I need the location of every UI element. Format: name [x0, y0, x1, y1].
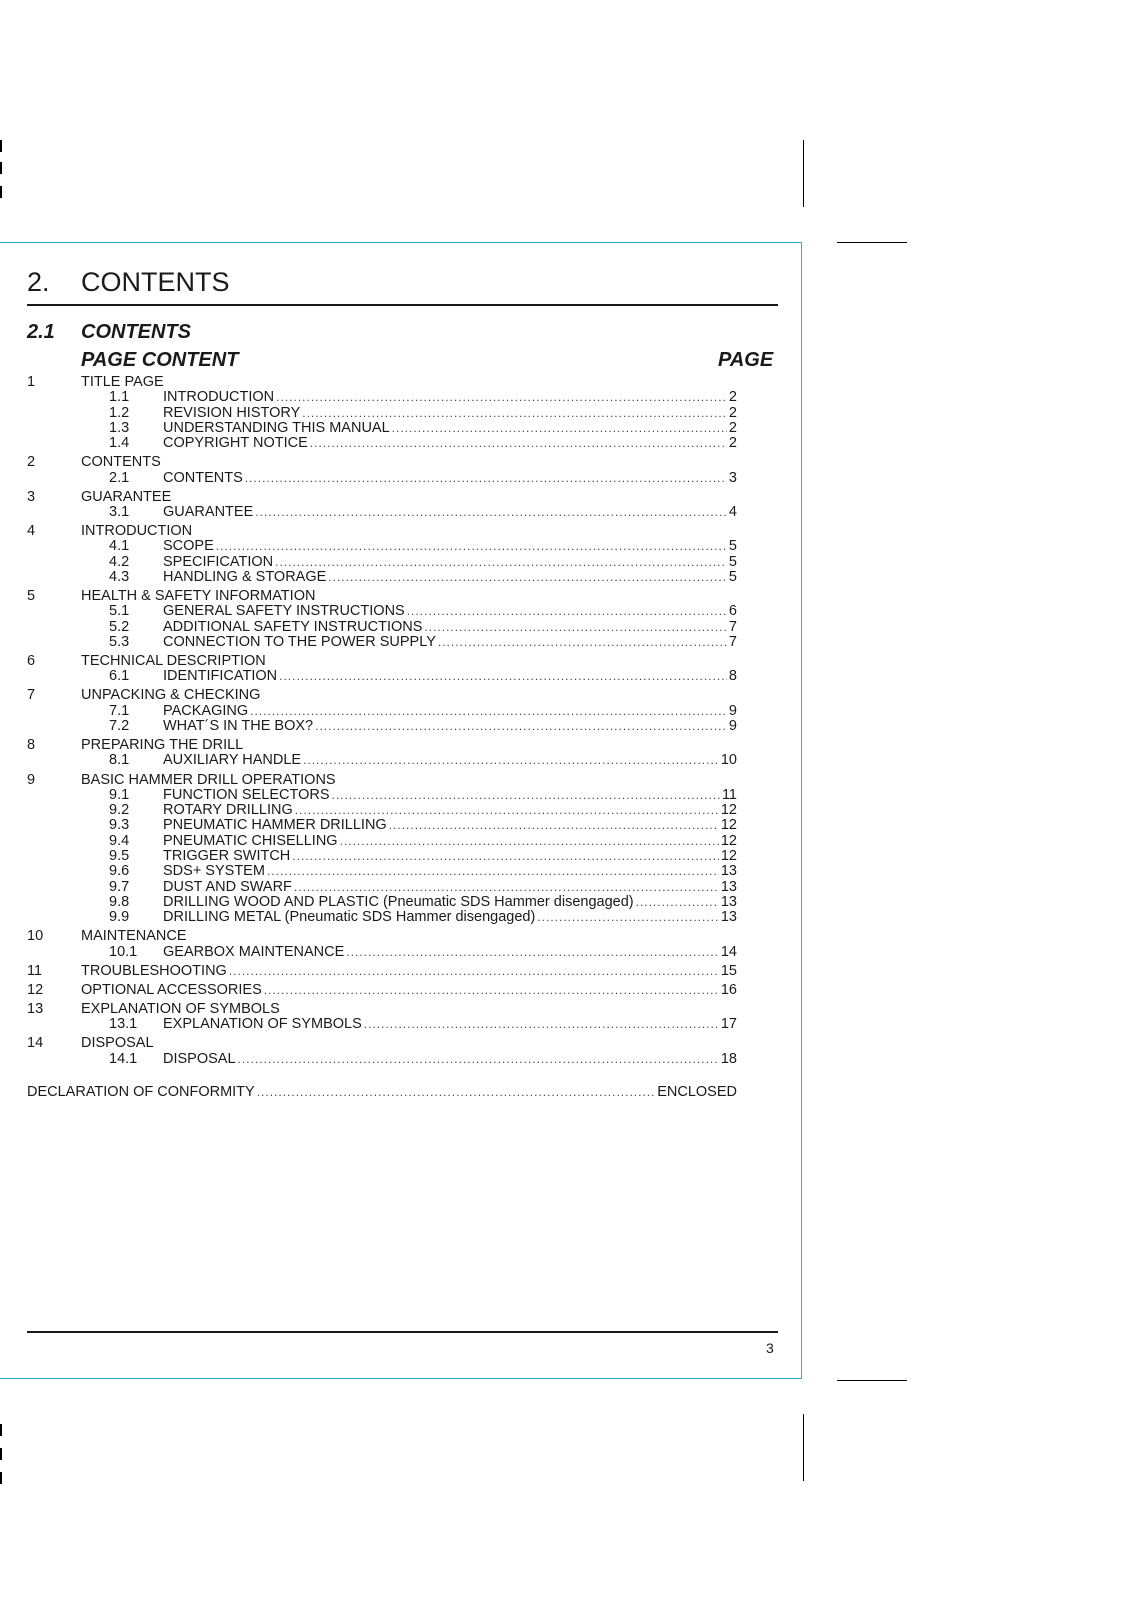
- toc-entry[interactable]: 9.6 SDS+ SYSTEM ..... 13: [27, 864, 737, 879]
- dot-leader: [267, 864, 719, 879]
- dot-leader: [279, 669, 727, 684]
- toc-chapter[interactable]: 6 TECHNICAL DESCRIPTION: [27, 653, 266, 670]
- dot-leader: [255, 505, 727, 520]
- toc-entry[interactable]: 7.1 PACKAGING ..... 9: [27, 704, 737, 719]
- toc-entry[interactable]: 1.2 REVISION HISTORY ..... 2: [27, 406, 737, 421]
- toc-entry[interactable]: 10.1 GEARBOX MAINTENANCE ..... 14: [27, 945, 737, 960]
- toc-chapter[interactable]: 5 HEALTH & SAFETY INFORMATION: [27, 588, 316, 605]
- column-header-content: PAGE CONTENT: [81, 349, 239, 371]
- chapter-title: CONTENTS: [81, 267, 230, 297]
- toc-entry[interactable]: 9.4 PNEUMATIC CHISELLING ..... 12: [27, 834, 737, 849]
- dot-leader: [295, 803, 719, 818]
- toc-entry[interactable]: 7.2 WHAT´S IN THE BOX? ..... 9: [27, 719, 737, 734]
- dot-leader: [216, 539, 727, 554]
- toc-entry[interactable]: 5.3 CONNECTION TO THE POWER SUPPLY ..... 7: [27, 635, 737, 650]
- dot-leader: [294, 880, 719, 895]
- crop-mark: [0, 1448, 2, 1460]
- toc-entry[interactable]: 8.1 AUXILIARY HANDLE ..... 10: [27, 753, 737, 768]
- crop-mark: [837, 1380, 907, 1381]
- toc-entry[interactable]: 6.1 IDENTIFICATION ..... 8: [27, 669, 737, 684]
- toc-entry[interactable]: 9.8 DRILLING WOOD AND PLASTIC (Pneumatic SDS Hammer disengaged) ..... 13: [27, 895, 737, 910]
- toc-chapter[interactable]: 8 PREPARING THE DRILL: [27, 737, 244, 754]
- toc-entry[interactable]: 5.1 GENERAL SAFETY INSTRUCTIONS ..... 6: [27, 604, 737, 619]
- toc-chapter[interactable]: 4 INTRODUCTION: [27, 523, 193, 540]
- toc-chapter[interactable]: 10 MAINTENANCE: [27, 928, 187, 945]
- toc-entry[interactable]: 9.1 FUNCTION SELECTORS ..... 11: [27, 788, 737, 803]
- dot-leader: [340, 834, 719, 849]
- toc-entry[interactable]: 4.3 HANDLING & STORAGE ..... 5: [27, 570, 737, 585]
- toc-chapter-entry[interactable]: 12 OPTIONAL ACCESSORIES ..... 16: [27, 983, 737, 998]
- toc-entry[interactable]: 3.1 GUARANTEE ..... 4: [27, 505, 737, 520]
- dot-leader: [438, 635, 727, 650]
- dot-leader: [238, 1052, 719, 1067]
- section-title: CONTENTS: [81, 321, 191, 343]
- toc-chapter[interactable]: 1 TITLE PAGE: [27, 374, 164, 390]
- toc-chapter-entry[interactable]: 11 TROUBLESHOOTING ..... 15: [27, 964, 737, 979]
- crop-mark: [803, 1414, 804, 1481]
- toc-entry[interactable]: 5.2 ADDITIONAL SAFETY INSTRUCTIONS ..... 7: [27, 620, 737, 635]
- toc-entry[interactable]: 13.1 EXPLANATION OF SYMBOLS ..... 17: [27, 1017, 737, 1032]
- crop-mark: [0, 186, 2, 198]
- section-number: 2.1: [27, 321, 55, 343]
- toc-entry[interactable]: 9.5 TRIGGER SWITCH ..... 12: [27, 849, 737, 864]
- toc-entry[interactable]: 9.3 PNEUMATIC HAMMER DRILLING ..... 12: [27, 818, 737, 833]
- dot-leader: [407, 604, 727, 619]
- dot-leader: [264, 983, 719, 998]
- toc-entry[interactable]: 9.2 ROTARY DRILLING ..... 12: [27, 803, 737, 818]
- dot-leader: [302, 406, 727, 421]
- crop-mark: [803, 140, 804, 207]
- chapter-heading: [27, 262, 778, 306]
- dot-leader: [328, 570, 727, 585]
- dot-leader: [310, 436, 727, 451]
- toc-chapter[interactable]: 2 CONTENTS: [27, 454, 161, 471]
- page-number: 3: [766, 1340, 774, 1356]
- toc-entry[interactable]: 4.1 SCOPE ..... 5: [27, 539, 737, 554]
- toc-chapter[interactable]: 7 UNPACKING & CHECKING: [27, 687, 261, 704]
- dot-leader: [364, 1017, 719, 1032]
- dot-leader: [392, 421, 727, 436]
- toc-entry[interactable]: 1.4 COPYRIGHT NOTICE ..... 2: [27, 436, 737, 451]
- toc-entry[interactable]: 1.1 INTRODUCTION ..... 2: [27, 390, 737, 405]
- crop-mark: [0, 140, 2, 152]
- crop-mark: [0, 1424, 2, 1436]
- dot-leader: [245, 471, 727, 486]
- toc-chapter[interactable]: 14 DISPOSAL: [27, 1035, 154, 1052]
- dot-leader: [276, 390, 727, 405]
- dot-leader: [424, 620, 727, 635]
- dot-leader: [332, 788, 720, 803]
- dot-leader: [346, 945, 719, 960]
- footer-rule: [27, 1331, 778, 1333]
- toc-entry[interactable]: 1.3 UNDERSTANDING THIS MANUAL ..... 2: [27, 421, 737, 436]
- toc-entry[interactable]: 4.2 SPECIFICATION ..... 5: [27, 555, 737, 570]
- toc-entry[interactable]: 9.9 DRILLING METAL (Pneumatic SDS Hammer disengaged) ..... 13: [27, 910, 737, 925]
- crop-mark: [837, 242, 907, 243]
- toc-entry[interactable]: 2.1 CONTENTS ..... 3: [27, 471, 737, 486]
- chapter-number: 2.: [27, 267, 50, 297]
- toc-declaration-entry[interactable]: DECLARATION OF CONFORMITY ..... ENCLOSED: [27, 1085, 737, 1100]
- dot-leader: [250, 704, 727, 719]
- toc-entry[interactable]: 9.7 DUST AND SWARF ..... 13: [27, 880, 737, 895]
- dot-leader: [257, 1085, 656, 1100]
- dot-leader: [275, 555, 727, 570]
- toc-entry[interactable]: 14.1 DISPOSAL ..... 18: [27, 1052, 737, 1067]
- toc-chapter[interactable]: 3 GUARANTEE: [27, 488, 172, 505]
- dot-leader: [229, 964, 719, 979]
- column-header-page: PAGE: [718, 349, 774, 371]
- crop-mark: [0, 162, 2, 174]
- dot-leader: [636, 895, 719, 910]
- table-of-contents: [27, 375, 737, 1100]
- toc-chapter[interactable]: 13 EXPLANATION OF SYMBOLS: [27, 1000, 280, 1017]
- dot-leader: [315, 719, 727, 734]
- crop-mark: [0, 1472, 2, 1484]
- dot-leader: [537, 910, 719, 925]
- toc-chapter[interactable]: 9 BASIC HAMMER DRILL OPERATIONS: [27, 771, 336, 788]
- dot-leader: [303, 753, 719, 768]
- dot-leader: [292, 849, 719, 864]
- dot-leader: [389, 818, 719, 833]
